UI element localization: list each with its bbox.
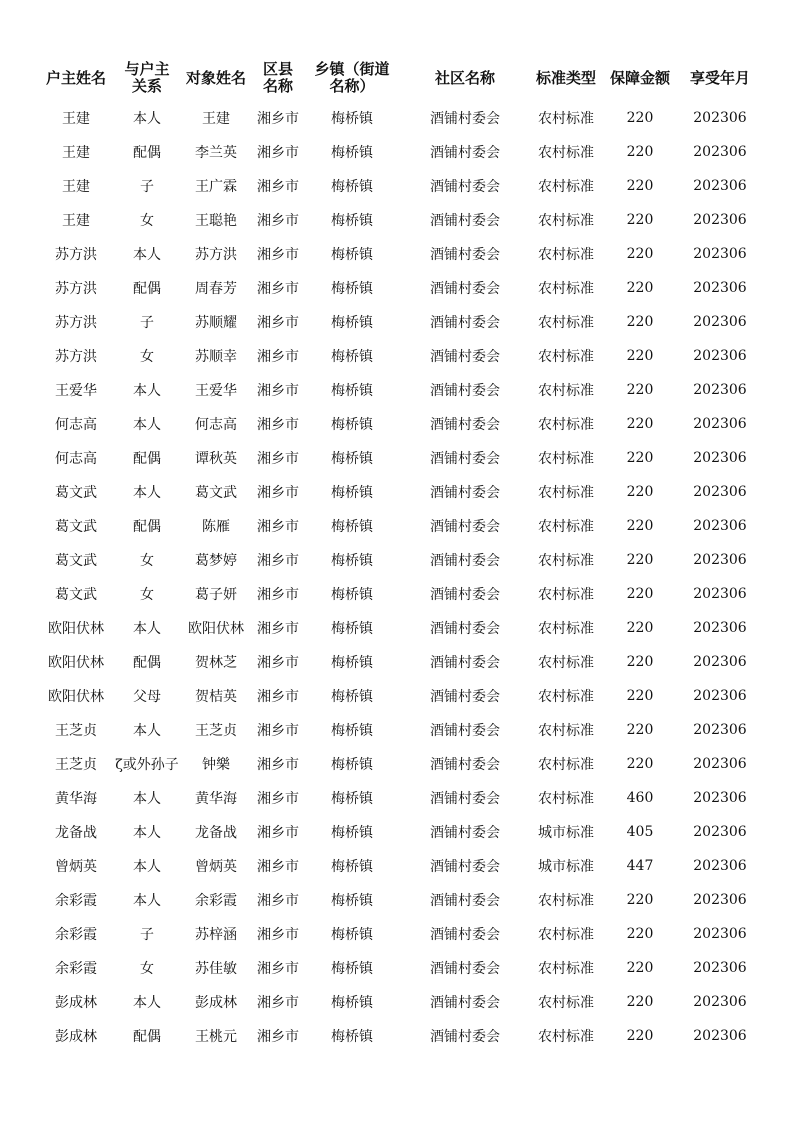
community-cell: 酒铺村委会 bbox=[430, 757, 500, 773]
table-row bbox=[40, 815, 760, 849]
town-cell: 梅桥镇 bbox=[331, 451, 373, 467]
amount-cell: 220 bbox=[626, 348, 654, 364]
town-cell: 梅桥镇 bbox=[331, 315, 373, 331]
county-cell: 湘乡市 bbox=[257, 383, 299, 399]
community-cell: 酒铺村委会 bbox=[430, 315, 500, 331]
community-cell: 酒铺村委会 bbox=[430, 111, 500, 127]
amount-cell: 220 bbox=[626, 1028, 654, 1044]
member-cell: 苏佳敏 bbox=[195, 961, 237, 977]
header-community: 社区名称 bbox=[434, 68, 495, 87]
period-cell: 202306 bbox=[693, 450, 747, 466]
standard-cell: 农村标准 bbox=[538, 927, 594, 943]
community-cell: 酒铺村委会 bbox=[430, 485, 500, 501]
county-cell: 湘乡市 bbox=[257, 145, 299, 161]
table-row bbox=[40, 611, 760, 645]
relation-cell: 本人 bbox=[133, 723, 161, 739]
county-cell: 湘乡市 bbox=[257, 859, 299, 875]
standard-cell: 农村标准 bbox=[538, 315, 594, 331]
relation-cell: ζ或外孙子 bbox=[115, 757, 179, 773]
town-cell: 梅桥镇 bbox=[331, 995, 373, 1011]
householder-cell: 彭成林 bbox=[55, 1029, 97, 1045]
relation-cell: 本人 bbox=[133, 247, 161, 263]
relation-cell: 女 bbox=[140, 349, 154, 365]
relation-cell: 女 bbox=[140, 961, 154, 977]
county-cell: 湘乡市 bbox=[257, 247, 299, 263]
table-row bbox=[40, 475, 760, 509]
county-cell: 湘乡市 bbox=[257, 587, 299, 603]
town-cell: 梅桥镇 bbox=[331, 757, 373, 773]
period-cell: 202306 bbox=[693, 518, 747, 534]
householder-cell: 苏方洪 bbox=[55, 349, 97, 365]
period-cell: 202306 bbox=[693, 688, 747, 704]
header-period: 享受年月 bbox=[689, 68, 750, 87]
header-row bbox=[40, 55, 760, 101]
town-cell: 梅桥镇 bbox=[331, 349, 373, 365]
amount-cell: 220 bbox=[626, 620, 654, 636]
amount-cell: 220 bbox=[626, 688, 654, 704]
relation-cell: 本人 bbox=[133, 485, 161, 501]
relation-cell: 本人 bbox=[133, 859, 161, 875]
standard-cell: 农村标准 bbox=[538, 995, 594, 1011]
member-cell: 何志高 bbox=[195, 417, 237, 433]
community-cell: 酒铺村委会 bbox=[430, 383, 500, 399]
householder-cell: 欧阳伏林 bbox=[48, 621, 104, 637]
town-cell: 梅桥镇 bbox=[331, 859, 373, 875]
amount-cell: 220 bbox=[626, 280, 654, 296]
county-cell: 湘乡市 bbox=[257, 485, 299, 501]
amount-cell: 220 bbox=[626, 722, 654, 738]
community-cell: 酒铺村委会 bbox=[430, 349, 500, 365]
period-cell: 202306 bbox=[693, 824, 747, 840]
county-cell: 湘乡市 bbox=[257, 689, 299, 705]
amount-cell: 220 bbox=[626, 450, 654, 466]
amount-cell: 405 bbox=[626, 824, 654, 840]
county-cell: 湘乡市 bbox=[257, 723, 299, 739]
town-cell: 梅桥镇 bbox=[331, 927, 373, 943]
relation-cell: 本人 bbox=[133, 621, 161, 637]
amount-cell: 220 bbox=[626, 756, 654, 772]
householder-cell: 曾炳英 bbox=[55, 859, 97, 875]
amount-cell: 460 bbox=[626, 790, 654, 806]
table-row bbox=[40, 543, 760, 577]
table-row bbox=[40, 509, 760, 543]
amount-cell: 220 bbox=[626, 178, 654, 194]
county-cell: 湘乡市 bbox=[257, 179, 299, 195]
county-cell: 湘乡市 bbox=[257, 995, 299, 1011]
relation-cell: 配偶 bbox=[133, 655, 161, 671]
member-cell: 钟樂 bbox=[202, 757, 230, 773]
amount-cell: 220 bbox=[626, 416, 654, 432]
amount-cell: 220 bbox=[626, 314, 654, 330]
town-cell: 梅桥镇 bbox=[331, 417, 373, 433]
header-county-line1: 区县 bbox=[262, 60, 293, 78]
county-cell: 湘乡市 bbox=[257, 893, 299, 909]
community-cell: 酒铺村委会 bbox=[430, 723, 500, 739]
member-cell: 谭秋英 bbox=[195, 451, 237, 467]
period-cell: 202306 bbox=[693, 144, 747, 160]
assistance-roster-table bbox=[40, 55, 760, 1053]
table-row bbox=[40, 407, 760, 441]
community-cell: 酒铺村委会 bbox=[430, 417, 500, 433]
relation-cell: 本人 bbox=[133, 825, 161, 841]
householder-cell: 王芝贞 bbox=[55, 723, 97, 739]
table-row bbox=[40, 169, 760, 203]
town-cell: 梅桥镇 bbox=[331, 621, 373, 637]
town-cell: 梅桥镇 bbox=[331, 281, 373, 297]
period-cell: 202306 bbox=[693, 994, 747, 1010]
standard-cell: 农村标准 bbox=[538, 247, 594, 263]
county-cell: 湘乡市 bbox=[257, 111, 299, 127]
householder-cell: 葛文武 bbox=[55, 553, 97, 569]
header-town-line2: 名称） bbox=[329, 77, 375, 95]
householder-cell: 何志高 bbox=[55, 451, 97, 467]
county-cell: 湘乡市 bbox=[257, 791, 299, 807]
standard-cell: 农村标准 bbox=[538, 757, 594, 773]
standard-cell: 农村标准 bbox=[538, 587, 594, 603]
amount-cell: 220 bbox=[626, 484, 654, 500]
relation-cell: 配偶 bbox=[133, 519, 161, 535]
householder-cell: 王爱华 bbox=[55, 383, 97, 399]
community-cell: 酒铺村委会 bbox=[430, 893, 500, 909]
county-cell: 湘乡市 bbox=[257, 315, 299, 331]
member-cell: 贺林芝 bbox=[195, 655, 237, 671]
householder-cell: 欧阳伏林 bbox=[48, 655, 104, 671]
amount-cell: 220 bbox=[626, 960, 654, 976]
amount-cell: 220 bbox=[626, 212, 654, 228]
relation-cell: 配偶 bbox=[133, 145, 161, 161]
member-cell: 苏顺幸 bbox=[195, 349, 237, 365]
member-cell: 王建 bbox=[202, 111, 230, 127]
community-cell: 酒铺村委会 bbox=[430, 825, 500, 841]
member-cell: 李兰英 bbox=[195, 145, 237, 161]
standard-cell: 农村标准 bbox=[538, 621, 594, 637]
householder-cell: 王建 bbox=[62, 111, 90, 127]
community-cell: 酒铺村委会 bbox=[430, 689, 500, 705]
community-cell: 酒铺村委会 bbox=[430, 995, 500, 1011]
householder-cell: 欧阳伏林 bbox=[48, 689, 104, 705]
town-cell: 梅桥镇 bbox=[331, 213, 373, 229]
amount-cell: 220 bbox=[626, 144, 654, 160]
county-cell: 湘乡市 bbox=[257, 417, 299, 433]
town-cell: 梅桥镇 bbox=[331, 383, 373, 399]
community-cell: 酒铺村委会 bbox=[430, 859, 500, 875]
table-row bbox=[40, 373, 760, 407]
standard-cell: 农村标准 bbox=[538, 349, 594, 365]
town-cell: 梅桥镇 bbox=[331, 179, 373, 195]
householder-cell: 王芝贞 bbox=[55, 757, 97, 773]
county-cell: 湘乡市 bbox=[257, 961, 299, 977]
table-row bbox=[40, 747, 760, 781]
period-cell: 202306 bbox=[693, 552, 747, 568]
town-cell: 梅桥镇 bbox=[331, 247, 373, 263]
householder-cell: 余彩霞 bbox=[55, 893, 97, 909]
member-cell: 葛梦婷 bbox=[195, 553, 237, 569]
header-member: 对象姓名 bbox=[185, 68, 246, 87]
town-cell: 梅桥镇 bbox=[331, 689, 373, 705]
amount-cell: 220 bbox=[626, 110, 654, 126]
householder-cell: 葛文武 bbox=[55, 519, 97, 535]
standard-cell: 城市标准 bbox=[538, 859, 594, 875]
header-standard: 标准类型 bbox=[535, 68, 596, 87]
county-cell: 湘乡市 bbox=[257, 1029, 299, 1045]
community-cell: 酒铺村委会 bbox=[430, 213, 500, 229]
relation-cell: 子 bbox=[140, 927, 154, 943]
community-cell: 酒铺村委会 bbox=[430, 961, 500, 977]
town-cell: 梅桥镇 bbox=[331, 111, 373, 127]
amount-cell: 220 bbox=[626, 892, 654, 908]
member-cell: 王广霖 bbox=[195, 179, 237, 195]
member-cell: 苏方洪 bbox=[195, 247, 237, 263]
header-county bbox=[250, 55, 306, 101]
standard-cell: 农村标准 bbox=[538, 1029, 594, 1045]
standard-cell: 农村标准 bbox=[538, 145, 594, 161]
period-cell: 202306 bbox=[693, 790, 747, 806]
member-cell: 王聪艳 bbox=[195, 213, 237, 229]
relation-cell: 子 bbox=[140, 315, 154, 331]
householder-cell: 葛文武 bbox=[55, 485, 97, 501]
table-row bbox=[40, 203, 760, 237]
relation-cell: 父母 bbox=[133, 689, 161, 705]
amount-cell: 220 bbox=[626, 926, 654, 942]
standard-cell: 农村标准 bbox=[538, 383, 594, 399]
householder-cell: 苏方洪 bbox=[55, 247, 97, 263]
county-cell: 湘乡市 bbox=[257, 213, 299, 229]
householder-cell: 龙备战 bbox=[55, 825, 97, 841]
town-cell: 梅桥镇 bbox=[331, 485, 373, 501]
member-cell: 彭成林 bbox=[195, 995, 237, 1011]
period-cell: 202306 bbox=[693, 314, 747, 330]
period-cell: 202306 bbox=[693, 110, 747, 126]
town-cell: 梅桥镇 bbox=[331, 723, 373, 739]
header-amount: 保障金额 bbox=[609, 68, 670, 87]
member-cell: 苏顺耀 bbox=[195, 315, 237, 331]
period-cell: 202306 bbox=[693, 212, 747, 228]
town-cell: 梅桥镇 bbox=[331, 519, 373, 535]
standard-cell: 农村标准 bbox=[538, 417, 594, 433]
member-cell: 葛子妍 bbox=[195, 587, 237, 603]
county-cell: 湘乡市 bbox=[257, 927, 299, 943]
town-cell: 梅桥镇 bbox=[331, 553, 373, 569]
period-cell: 202306 bbox=[693, 348, 747, 364]
table-body bbox=[40, 101, 760, 1053]
householder-cell: 黄华海 bbox=[55, 791, 97, 807]
householder-cell: 苏方洪 bbox=[55, 315, 97, 331]
standard-cell: 农村标准 bbox=[538, 485, 594, 501]
amount-cell: 220 bbox=[626, 654, 654, 670]
householder-cell: 苏方洪 bbox=[55, 281, 97, 297]
period-cell: 202306 bbox=[693, 926, 747, 942]
standard-cell: 城市标准 bbox=[538, 825, 594, 841]
amount-cell: 220 bbox=[626, 552, 654, 568]
header-county-line2: 名称 bbox=[262, 77, 293, 95]
community-cell: 酒铺村委会 bbox=[430, 587, 500, 603]
householder-cell: 王建 bbox=[62, 145, 90, 161]
member-cell: 葛文武 bbox=[195, 485, 237, 501]
householder-cell: 葛文武 bbox=[55, 587, 97, 603]
town-cell: 梅桥镇 bbox=[331, 655, 373, 671]
member-cell: 曾炳英 bbox=[195, 859, 237, 875]
amount-cell: 220 bbox=[626, 382, 654, 398]
table-row bbox=[40, 917, 760, 951]
table-row bbox=[40, 305, 760, 339]
standard-cell: 农村标准 bbox=[538, 553, 594, 569]
table-row bbox=[40, 951, 760, 985]
county-cell: 湘乡市 bbox=[257, 655, 299, 671]
member-cell: 欧阳伏林 bbox=[188, 621, 244, 637]
community-cell: 酒铺村委会 bbox=[430, 1029, 500, 1045]
table-row bbox=[40, 679, 760, 713]
relation-cell: 子 bbox=[140, 179, 154, 195]
householder-cell: 彭成林 bbox=[55, 995, 97, 1011]
period-cell: 202306 bbox=[693, 178, 747, 194]
period-cell: 202306 bbox=[693, 892, 747, 908]
amount-cell: 220 bbox=[626, 994, 654, 1010]
amount-cell: 220 bbox=[626, 246, 654, 262]
county-cell: 湘乡市 bbox=[257, 519, 299, 535]
period-cell: 202306 bbox=[693, 280, 747, 296]
standard-cell: 农村标准 bbox=[538, 519, 594, 535]
county-cell: 湘乡市 bbox=[257, 451, 299, 467]
period-cell: 202306 bbox=[693, 722, 747, 738]
community-cell: 酒铺村委会 bbox=[430, 451, 500, 467]
community-cell: 酒铺村委会 bbox=[430, 553, 500, 569]
member-cell: 余彩霞 bbox=[195, 893, 237, 909]
county-cell: 湘乡市 bbox=[257, 553, 299, 569]
relation-cell: 配偶 bbox=[133, 281, 161, 297]
relation-cell: 女 bbox=[140, 587, 154, 603]
period-cell: 202306 bbox=[693, 654, 747, 670]
header-relation bbox=[112, 55, 182, 101]
period-cell: 202306 bbox=[693, 246, 747, 262]
relation-cell: 本人 bbox=[133, 995, 161, 1011]
county-cell: 湘乡市 bbox=[257, 621, 299, 637]
table-row bbox=[40, 271, 760, 305]
table-row bbox=[40, 441, 760, 475]
relation-cell: 本人 bbox=[133, 417, 161, 433]
member-cell: 王芝贞 bbox=[195, 723, 237, 739]
town-cell: 梅桥镇 bbox=[331, 1029, 373, 1045]
member-cell: 王爱华 bbox=[195, 383, 237, 399]
town-cell: 梅桥镇 bbox=[331, 791, 373, 807]
period-cell: 202306 bbox=[693, 756, 747, 772]
member-cell: 龙备战 bbox=[195, 825, 237, 841]
period-cell: 202306 bbox=[693, 416, 747, 432]
relation-cell: 本人 bbox=[133, 383, 161, 399]
header-town bbox=[306, 55, 398, 101]
table-row bbox=[40, 645, 760, 679]
community-cell: 酒铺村委会 bbox=[430, 791, 500, 807]
member-cell: 贺桔英 bbox=[195, 689, 237, 705]
town-cell: 梅桥镇 bbox=[331, 145, 373, 161]
town-cell: 梅桥镇 bbox=[331, 893, 373, 909]
period-cell: 202306 bbox=[693, 586, 747, 602]
householder-cell: 余彩霞 bbox=[55, 927, 97, 943]
householder-cell: 余彩霞 bbox=[55, 961, 97, 977]
standard-cell: 农村标准 bbox=[538, 655, 594, 671]
table-row bbox=[40, 339, 760, 373]
county-cell: 湘乡市 bbox=[257, 349, 299, 365]
standard-cell: 农村标准 bbox=[538, 893, 594, 909]
standard-cell: 农村标准 bbox=[538, 689, 594, 705]
standard-cell: 农村标准 bbox=[538, 791, 594, 807]
standard-cell: 农村标准 bbox=[538, 179, 594, 195]
period-cell: 202306 bbox=[693, 620, 747, 636]
community-cell: 酒铺村委会 bbox=[430, 145, 500, 161]
table-row bbox=[40, 985, 760, 1019]
relation-cell: 本人 bbox=[133, 893, 161, 909]
standard-cell: 农村标准 bbox=[538, 451, 594, 467]
period-cell: 202306 bbox=[693, 1028, 747, 1044]
period-cell: 202306 bbox=[693, 858, 747, 874]
amount-cell: 220 bbox=[626, 518, 654, 534]
householder-cell: 王建 bbox=[62, 179, 90, 195]
member-cell: 黄华海 bbox=[195, 791, 237, 807]
header-town-line1: 乡镇（街道 bbox=[314, 60, 390, 78]
town-cell: 梅桥镇 bbox=[331, 961, 373, 977]
table-header bbox=[40, 55, 760, 101]
standard-cell: 农村标准 bbox=[538, 723, 594, 739]
amount-cell: 220 bbox=[626, 586, 654, 602]
table-row bbox=[40, 781, 760, 815]
relation-cell: 女 bbox=[140, 553, 154, 569]
householder-cell: 何志高 bbox=[55, 417, 97, 433]
table-row bbox=[40, 101, 760, 135]
relation-cell: 配偶 bbox=[133, 1029, 161, 1045]
community-cell: 酒铺村委会 bbox=[430, 247, 500, 263]
member-cell: 王桃元 bbox=[195, 1029, 237, 1045]
county-cell: 湘乡市 bbox=[257, 825, 299, 841]
relation-cell: 本人 bbox=[133, 111, 161, 127]
member-cell: 周春芳 bbox=[195, 281, 237, 297]
standard-cell: 农村标准 bbox=[538, 213, 594, 229]
householder-cell: 王建 bbox=[62, 213, 90, 229]
community-cell: 酒铺村委会 bbox=[430, 179, 500, 195]
standard-cell: 农村标准 bbox=[538, 961, 594, 977]
county-cell: 湘乡市 bbox=[257, 757, 299, 773]
member-cell: 陈雁 bbox=[202, 519, 230, 535]
relation-cell: 本人 bbox=[133, 791, 161, 807]
header-relation-line2: 关系 bbox=[131, 77, 162, 95]
table-row bbox=[40, 713, 760, 747]
relation-cell: 配偶 bbox=[133, 451, 161, 467]
standard-cell: 农村标准 bbox=[538, 281, 594, 297]
table-row bbox=[40, 237, 760, 271]
header-householder: 户主姓名 bbox=[45, 68, 106, 87]
period-cell: 202306 bbox=[693, 960, 747, 976]
table-row bbox=[40, 849, 760, 883]
table-row bbox=[40, 1019, 760, 1053]
member-cell: 苏梓涵 bbox=[195, 927, 237, 943]
table-row bbox=[40, 577, 760, 611]
header-relation-line1: 与户主 bbox=[124, 60, 170, 78]
community-cell: 酒铺村委会 bbox=[430, 281, 500, 297]
period-cell: 202306 bbox=[693, 382, 747, 398]
community-cell: 酒铺村委会 bbox=[430, 927, 500, 943]
community-cell: 酒铺村委会 bbox=[430, 655, 500, 671]
table-row bbox=[40, 883, 760, 917]
town-cell: 梅桥镇 bbox=[331, 587, 373, 603]
county-cell: 湘乡市 bbox=[257, 281, 299, 297]
town-cell: 梅桥镇 bbox=[331, 825, 373, 841]
community-cell: 酒铺村委会 bbox=[430, 519, 500, 535]
relation-cell: 女 bbox=[140, 213, 154, 229]
community-cell: 酒铺村委会 bbox=[430, 621, 500, 637]
amount-cell: 447 bbox=[626, 858, 654, 874]
period-cell: 202306 bbox=[693, 484, 747, 500]
standard-cell: 农村标准 bbox=[538, 111, 594, 127]
table-row bbox=[40, 135, 760, 169]
